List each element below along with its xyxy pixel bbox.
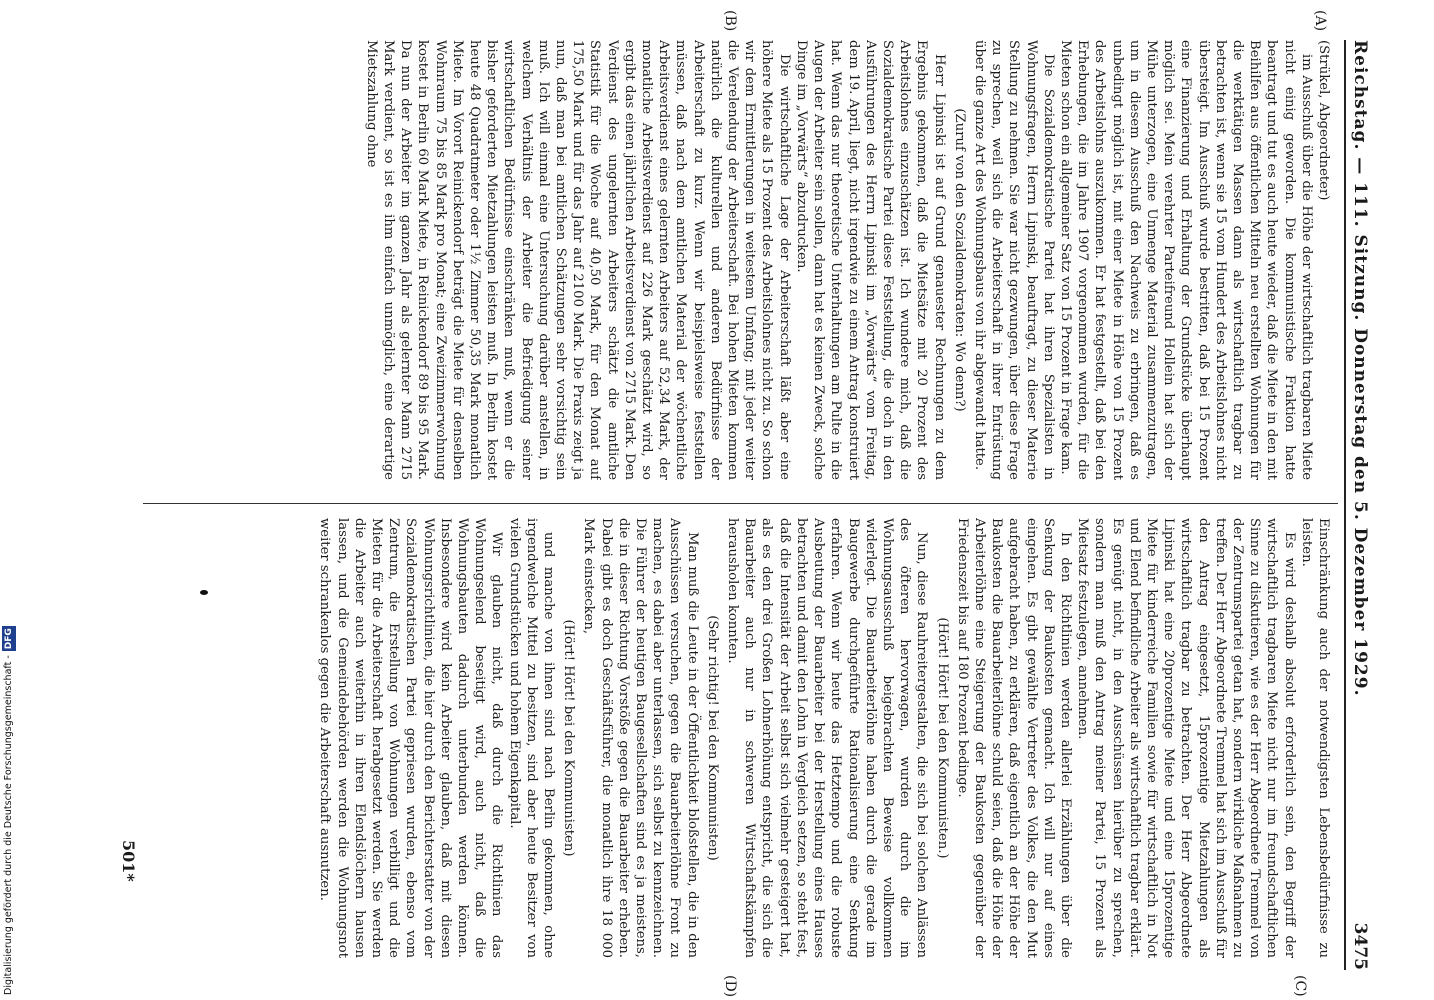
dfg-logo: DFG bbox=[4, 628, 14, 650]
left-column bbox=[142, 40, 1332, 480]
margin-letter-d: (D) bbox=[722, 975, 738, 998]
paragraph: im Ausschuß über die Höhe der wirtschaftlich tragbaren Miete nicht einig geworden. Die kommunistische Fraktion hatte beantragt und tut es auch heute wieder, daß die Miete in den mit Beihilfen aus öffentlichen Mitteln neu erstellten Wohnungen für die werktätigen Massen dann als wirtschaftlich tragbar zu betrachten ist, wenn sie 15 vom Hundert des Arbeitslohnes nicht übersteigt. Im Ausschuß wurde bestritten, daß bei 15 Prozent eine Finanzierung und Erhaltung der Grundstücke überhaupt möglich sei. Mein verehrter Parteifreund Hollein hat sich der Mühe unterzogen, eine Unmenge Material zusammenzutragen, um in diesem Ausschuß den Nachweis zu erbringen, daß es unbedingt möglich ist, mit einer Miete in Höhe von 15 Prozent des Arbeitslohns auszukommen. Er hat festgestellt, daß bei den Erhebungen, die im Jahre 1907 vorgenommen wurden, für die Mieten schon ein allgemeiner Satz von 15 Prozent in Frage kam. bbox=[1057, 40, 1314, 480]
page-header bbox=[1344, 40, 1378, 970]
paragraph: Die wirtschaftliche Lage der Arbeiterschaft läßt aber eine höhere Miete als 15 Prozent des Arbeitslohnes nicht zu. So schon wir dem Ermittlerungen in weitestem Umfang; mit jeder weiter die Verelendung der Arbeiterschaft. Bei hohen Mieten kommen natürlich die kulturellen und anderen Bedürfnisse der Arbeiterschaft zu kurz. Wenn wir beispielsweise feststellen müssen, daß nach dem amtlichen Material der wöchentliche Arbeitsverdienst eines gelernten Arbeiters auf 52,34 Mark, der monatliche Arbeitsverdienst auf 226 Mark geschätzt wird, so ergibt das einen jährlichen Arbeitsverdienst von 2715 Mark. Den Verdienst des ungelernten Arbeiters schätzt die amtliche Statistik für die Woche auf 40,50 Mark, für den Monat auf 175,50 Mark und für das Jahr auf 2100 Mark. Die Praxis zeigt ja nun, daß man bei amtlichen Schätzungen sehr vorsichtig sein muß. Ich will einmal eine Untersuchung darüber anstellen, in welchem Verhältnis der Arbeiter die Befriedigung seiner wirtschaftlichen Bedürfnisse einschränken muß, wenn er die bisher geforderten Mietzahlungen leisten muß. In Berlin kostet heute 48 Quadratmeter oder 1½ Zimmer 50,35 Mark monatlich Miete. Im Vorort Reinickendorf beträgt die Miete für denselben Wohnraum 75 bis 85 Mark pro Monat; eine Zweizimmerwohnung kostet in Berlin 60 Mark Miete, in Reinickendorf 89 bis 95 Mark. Da nun der Arbeiter im ganzen Jahr als gelernter Mann 2715 Mark verdient, so ist es ihm einfach unmöglich, eine derartige Mietszahlung ohne bbox=[363, 40, 792, 480]
paragraph: Einschränkung auch der notwendigsten Lebensbedürfnisse zu leisten. bbox=[1298, 518, 1331, 958]
rotated-page bbox=[108, 10, 1378, 998]
paragraph: Nun, diese Rauhreitergestalten, die sich bei solchen Anlässen des öfteren hervorwagen, wurden durch die im Wohnungsausschuß beigebrachten Beweise vollkommen widerlegt. Die Bauarbeiterlöhne haben durch die gerade im Baugewerbe durchgeführte Rationalisierung eine Senkung erfahren. Wenn wir heute das Hetztempo und die robuste Ausbeutung der Bauarbeiter bei der Herstellung eines Hauses betrachten und damit den Lohn in Vergleich setzen, so steht fest, daß die Intensität der Arbeit selbst sich vielmehr gesteigert hat, als es den drei Großen Lohnerhöhung entspricht, die sich die Bauarbeiter auch nur in schweren Wirtschaftskämpfen herausholen konnten. bbox=[725, 518, 930, 958]
right-column bbox=[142, 518, 1332, 958]
margin-letter-a: (A) bbox=[1312, 10, 1328, 32]
paragraph: Man muß die Leute in der Öffentlichkeit bloßstellen, die in den Ausschüssen versuchen, gegen die Bauarbeiterlöhne Front zu machen, es dabei aber unterlassen, sich selbst zu kennzeichnen. Die Führer der heutigen Baugesellschaften sind es ja meistens, die in dieser Richtung Vorstöße gegen die Bauarbeiter erheben. Dabei gibt es doch Geschäftsführer, die monatlich ihre 18 000 Mark einstecken, bbox=[581, 518, 700, 958]
paragraph: Herr Lipinski ist auf Grund genauester Rechnungen zu dem Ergebnis gekommen, daß die Mietsätze mit 20 Prozent des Arbeitslohnes einzuschätzen ist. Ich wundere mich, daß die Sozialdemokratische Partei diese Feststellung, die doch in den Ausführungen des Herrn Lipinski im „Vorwärts“ vom Freitag, dem 19. April, liegt, nicht irgendwie zu einem Antrag konstruiert hat. Wenn das nur theoretische Unterhaltungen am Pulte in die Augen der Arbeiter sein sollen, dann hat es keinen Zweck, solche Dinge im „Vorwärts“ abzudrucken. bbox=[793, 40, 947, 480]
margin-letter-b: (B) bbox=[722, 10, 738, 32]
signature-mark: 501* bbox=[119, 840, 138, 882]
credit-text: Digitalisierung gefördert durch die Deutsche Forschungsgemeinschaft - bbox=[3, 655, 14, 995]
paragraph: Die Sozialdemokratische Partei hat ihren Spezialisten in Wohnungsfragen, Herrn Lipinski, beauftragt, zu dieser Materie Stellung zu nehmen. Sie war nicht gezwungen, über diese Frage zu sprechen, weil sich die Arbeiterschaft in ihrer Entrüstung über die ganze Art des Wohnungsbaus von ihr abgewandt hatte. bbox=[971, 40, 1056, 480]
column-divider bbox=[143, 503, 1338, 504]
page-number: 3475 bbox=[1350, 922, 1370, 970]
interjection: (Sehr richtig! bei den Kommunisten) bbox=[704, 615, 720, 861]
paragraph: und manche von ihnen sind nach Berlin gekommen, ohne irgendwelche Mittel zu besitzen, sind aber heute Besitzer von vielen Grundstücken und hohem Eigenkapital. bbox=[506, 518, 557, 958]
interjection: (Zuruf von den Sozialdemokraten: Wo denn?) bbox=[951, 108, 967, 412]
interjection: (Hört! Hört! bei den Kommunisten) bbox=[561, 619, 577, 857]
credit-line bbox=[2, 600, 16, 995]
paragraph: In den Richtlinien werden allerlei Erzählungen über die Senkung der Baukosten gemacht. Ich will nur auf eines eingehen. Es gibt gewählte Vertreter des Volkes, die den Mut aufgebracht haben, zu erklären, daß eigentlich an der Höhe der Baukosten die Bauarbeiterlöhne schuld seien, daß die Höhe der Arbeiterlöhne eine Steigerung der Baukosten gegenüber der Friedenszeit bis auf 180 Prozent bedinge. bbox=[954, 518, 1073, 958]
ink-dot bbox=[200, 590, 208, 595]
paragraph: Wir glauben nicht, daß durch die Richtlinien das Wohnungselend beseitigt wird, auch nicht, daß die Wohnungsbauten dadurch unterbunden werden können. Insbesondere wird kein Arbeiter glauben, daß mit diesen Wohnungsrichtlinien, die hier durch den Berichterstatter von der Sozialdemokratischen Partei gepriesen wurden, ebenso vom Zentrum, die Erstellung von Wohnungen verbilligt und die Mieten für die Arbeiterschaft herabgesetzt werden. Sie werden die Arbeiter auch weiterhin in ihren Elendslöchern hausen lassen, und die Gemeindebehörden werden die Wohnungsnot weiter schrankenlos gegen die Arbeiterschaft ausnutzen. bbox=[317, 518, 505, 958]
interjection: (Hört! Hört! bei den Kommunisten.) bbox=[934, 617, 950, 859]
running-title: Reichstag. — 111. Sitzung. Donnerstag den 5. Dezember 1929. bbox=[1350, 40, 1370, 697]
paragraph: Es wird deshalb absolut erforderlich sein, den Begriff der wirtschaftlich tragbaren Miete nicht nur im freundschaftlichen Sinne zu diskutieren, wie es der Herr Abgeordnete Tremmel von der Zentrumspartei getan hat, sondern wirkliche Maßnahmen zu treffen. Der Herr Abgeordnete Tremmel hat sich im Ausschuß für den Antrag eingesetzt, 15prozentige Mietzahlungen als wirtschaftlich tragbar zu betrachten. Der Herr Abgeordnete Lipinski hat eine 20prozentige Miete und eine 15prozentige Miete für kinderreiche Familien sowie für wirtschaftlich in Not und Elend befindliche Arbeiter als wirtschaftlich tragbar erklärt. Es genügt nicht, in den Ausschüssen hierüber zu sprechen, sondern man muß den Antrag meiner Partei, 15 Prozent als Mietsatz festzulegen, annehmen. bbox=[1075, 518, 1297, 958]
margin-letter-c: (C) bbox=[1292, 975, 1308, 997]
speaker-line: (Strükel, Abgeordneter) bbox=[1316, 40, 1331, 201]
